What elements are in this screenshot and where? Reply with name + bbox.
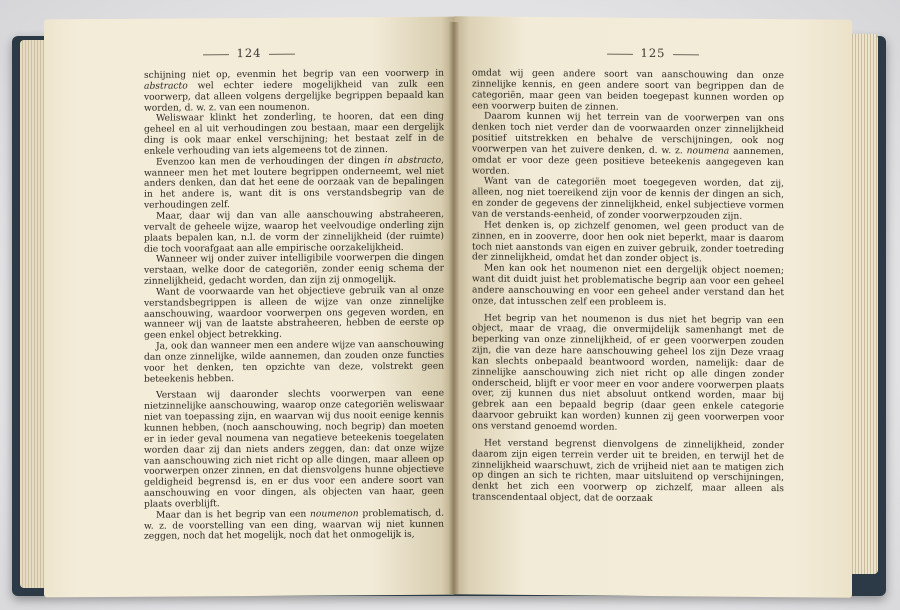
text-run: schijning niet op, evenmin het begrip van een voorwerp in [144, 68, 444, 81]
text-run: Want de voorwaarde van het objectieve gebruik van al onze verstandsbegrippen is alleen de wijze van onze zinnelijke aanschouwing, waardoor voorwerpen ons gegeven worden, en wanneer wij van de laatste abstraheeren, hebben de eerste op geen enkel object betrekking. [144, 285, 444, 341]
right-page-header [454, 44, 852, 61]
text-run: Want van de categoriën moet toegegeven worden, dat zij, alleen, nog niet toereikend zijn voor de kennis der dingen an sich, en zonder de gegevens der zinnelijkheid, enkel subjectieve vormen van de verstands-eenheid, of zonder voorwerpzouden zijn. [472, 176, 784, 222]
text-run: Verstaan wij daaronder slechts voorwerpen van eene nietzinnelijke aanschouwing, waarop onze categoriën weliswaar niet van toepassing zijn, en waarvan wij dus nooit eenige kennis kunnen hebben, (noch aanschouwing, noch begrip) dan moeten er in ieder geval noumena van negatieve beteekenis toegelaten worden daar zij dan niets anders zeggen, dan: dat onze wijze van aanschouwing zich niet richt op alle dingen, maar alleen op voorwerpen onzer zinnen, en dat diensvolgens hunne objectieve geldigheid begrensd is, en er dus voor een andere soort van aanschouwing en voor dingen, als objecten van haar, geen plaats overblijft. [144, 389, 444, 510]
paragraph [144, 155, 444, 211]
paragraph [144, 253, 444, 288]
italic-term: noumenon [310, 508, 359, 520]
paragraph [144, 286, 444, 342]
text-run: problematisch, d. w. z. de voorstelling van een ding, waarvan wij niet kunnen zeggen, noch dat het mogelijk, noch dat het onmogelijk is, [144, 508, 444, 543]
header-rule [607, 53, 633, 54]
text-run: , wanneer men het met loutere begrippen onderneemt, wel niet anders denken, dan dat het eene de oorzaak van de bepalingen in het andere is, want dit is ons verstandsbegrip van de verhoudingen zelf. [144, 155, 444, 211]
paragraph [144, 340, 444, 385]
paragraph [472, 264, 784, 310]
paragraph [472, 68, 784, 114]
left-page-body [144, 69, 444, 543]
header-rule [673, 54, 699, 55]
header-rule [203, 54, 229, 55]
right-page [454, 16, 852, 597]
paragraph [472, 112, 784, 180]
text-run: aannemen, omdat er voor deze geen positieve beteekenis aangegeven kan worden. [472, 146, 785, 177]
text-run: Maar, daar wij dan van alle aanschouwing abstraheeren, vervalt de geheele wijze, waarop het veelvoudige onderling zijn plaats bepalen kan, n.l. de vorm der zinnelijkheid (der ruimte) die toch voorafgaat aan alle empirische oorzakelijkheid. [144, 209, 444, 255]
paragraph [144, 508, 444, 543]
text-run: Maar dan is het begrip van een [156, 509, 311, 521]
paragraph [144, 69, 444, 114]
text-run: Wanneer wij onder zuiver intelligibile voorwerpen die dingen verstaan, welke door de categoriën, zonder eenig schema der zinnelijkheid, gedacht worden, dan zijn zij onmogelijk. [144, 252, 444, 287]
text-run: Weliswaar klinkt het zonderling, te hooren, dat een ding geheel en al uit verhoudingen zou bestaan, maar een dergelijk ding is ook maar enkel verschijning; het bestaat zelf in de enkele verhouding van iets algemeens tot de zinnen. [144, 112, 444, 157]
paragraph [472, 313, 784, 435]
right-page-number: 125 [640, 45, 666, 61]
paragraph [144, 112, 444, 157]
paragraph [144, 210, 444, 255]
text-run: Ja, ook dan wanneer men een andere wijze van aanschouwing dan onze zinnelijke, wilde aannemen, dan zouden onze functies voor het denken, ten opzichte van deze, volstrekt geen beteekenis hebben. [144, 339, 444, 385]
text-run: Het denken is, op zichzelf genomen, wel geen product van de zinnen, en in zooverre, door hen ook niet beperkt, maar is daarom toch niet aanstonds van eigen en zuiver gebruik, zonder toetreding der zinnelijkheid, omdat het dan zonder object is. [472, 220, 784, 265]
left-page [44, 17, 454, 598]
left-page-header [44, 45, 454, 62]
text-run: wel echter iedere mogelijkheid van zulk een voorwerp, dat alleen volgens dergelijke begrippen bepaald kan worden, d. w. z. van een noumenon. [144, 79, 444, 114]
right-page-body [472, 68, 784, 506]
italic-term: noumena [686, 146, 730, 157]
header-rule [269, 53, 295, 54]
paragraph [472, 177, 784, 223]
text-run: Daarom kunnen wij het terrein van de voorwerpen van ons denken toch niet verder dan de voorwaarden onzer zinnelijkheid positief uitstrekken en behalve de verschijningen, ook nog voorwerpen van het zuivere denken, d. w. z. [472, 111, 784, 157]
left-page-number: 124 [236, 45, 262, 61]
paragraph [472, 438, 784, 506]
text-run: Het begrip van het noumenon is dus niet het begrip van een object, maar de vraag, die onvermijdelijk samenhangt met de beperking van onze zinnelijkheid, of er geen voorwerpen zouden zijn, die van deze hare aanschouwing geheel los zijn Deze vraag kan slechts onbepaald beantwoord worden, namelijk: daar de zinnelijke aanschouwing zich niet richt op alle dingen zonder onderscheid, blijft er voor meer en voor andere voorwerpen plaats over, zij kunnen dus niet absoluut ontkend worden, maar bij gebrek aan een bepaald begrip (daar geen enkele categorie daarvoor gebruikt kan worden) kunnen zij geen voorwerpen voor ons verstand genoemd worden. [472, 313, 784, 433]
text-run: Men kan ook het noumenon niet een dergelijk object noemen; want dit duidt juist het problematische begrip aan voor een geheel andere aanschouwing en voor een geheel ander verstand dan het onze, dat intusschen zelf een probleem is. [472, 263, 784, 308]
paragraph [472, 220, 784, 266]
italic-term: in abstracto [384, 155, 442, 166]
text-run: Evenzoo kan men de verhoudingen der dingen [156, 155, 385, 168]
text-run: Het verstand begrenst dienvolgens de zinnelijkheid, zonder daarom zijn eigen terrein verder uit te breiden, en terwijl het de zinnelijkheid waarschuwt, zich de vrijheid niet aan te matigen zich op dingen an sich te richten, maar uitsluitend op verschijningen, denkt het zich een voorwerp op zichzelf, maar alleen als transcendentaal object, dat de oorzaak [472, 438, 784, 505]
paragraph [144, 389, 444, 510]
italic-term: abstracto [144, 81, 188, 92]
text-run: omdat wij geen andere soort van aanschouwing dan onze zinnelijke kennis, en geen andere soort van begrippen dan de categoriën, maar geen van beiden toegepast kunnen worden op een voorwerp buiten de zinnen. [472, 68, 784, 113]
book-gutter [449, 22, 459, 594]
